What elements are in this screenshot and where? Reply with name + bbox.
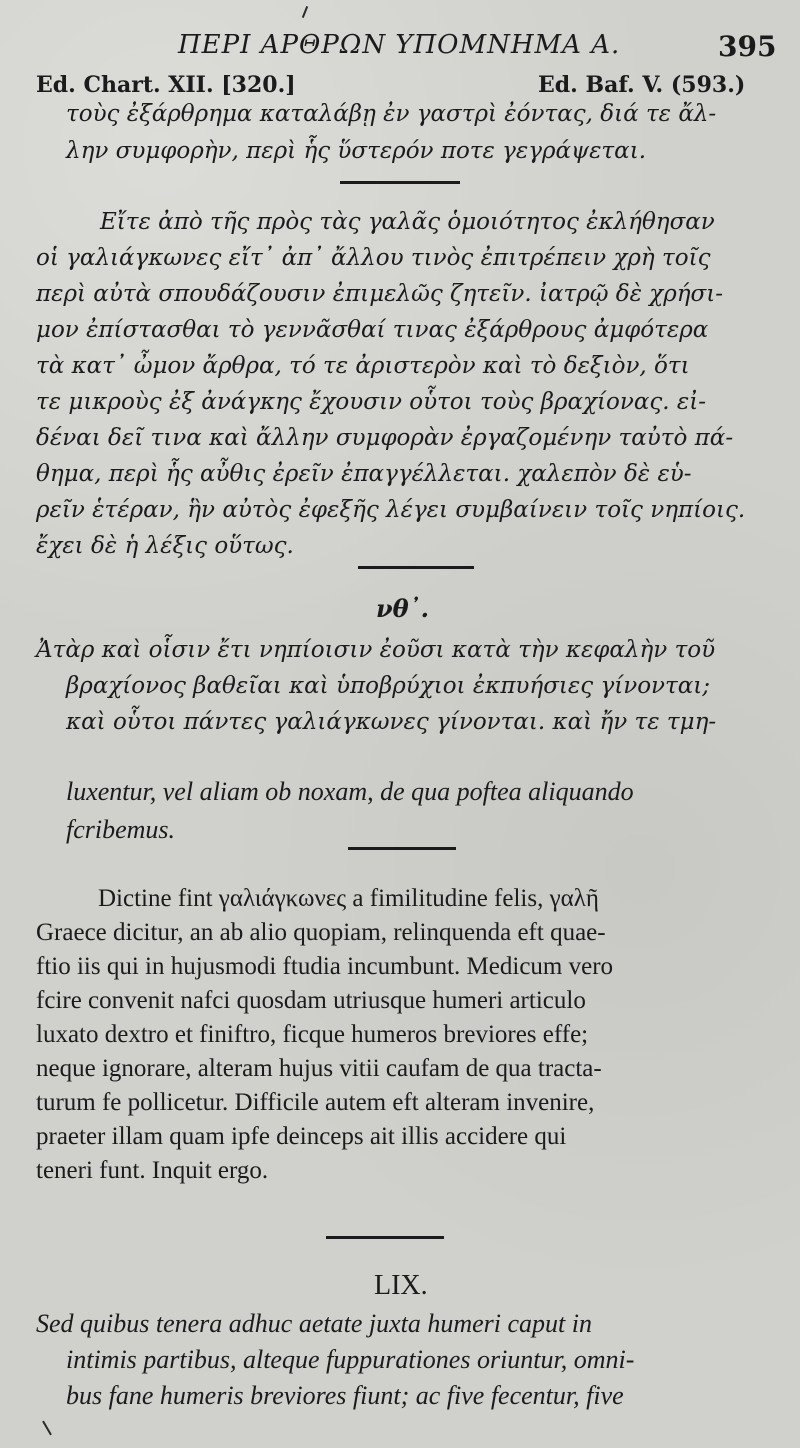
greek-text-line: τοὺς ἐξάρθρημα καταλάβῃ ἐν γαστρὶ ἐόντας, διά τε ἄλ- [66, 101, 717, 127]
latin-section-line: bus fane humeris breviores fiunt; ac five fecentur, five [66, 1381, 624, 1410]
section-divider [340, 181, 460, 184]
latin-section-line: Sed quibus tenera adhuc aetate juxta humeri caput in [36, 1309, 593, 1338]
greek-section-number: νθ᾽. [376, 594, 430, 623]
print-mark [302, 6, 308, 18]
greek-section-line: βραχίονος βαθεῖαι καὶ ὑποβρύχιοι ἐκπυήσιες γίνονται; [66, 673, 711, 699]
latin-translation-line: luxentur, vel aliam ob noxam, de qua poftea aliquando [66, 777, 634, 806]
greek-commentary-line: τε μικροὺς ἐξ ἀνάγκης ἔχουσιν οὗτοι τοὺς βραχίονας. εἰ- [36, 389, 707, 415]
greek-section-line: καὶ οὗτοι πάντες γαλιάγκωνες γίνονται. καὶ ἤν τε τμη- [66, 709, 717, 735]
latin-section-number: LIX. [374, 1270, 428, 1301]
greek-commentary-line: ρεῖν ἑτέραν, ἣν αὐτὸς ἐφεξῆς λέγει συμβαίνειν τοῖς νηπίοις. [36, 497, 746, 523]
greek-commentary-line: τὰ κατ᾽ ὦμον ἄρθρα, τό τε ἀριστερὸν καὶ τὸ δεξιὸν, ὅτι [36, 353, 690, 379]
print-mark [42, 1421, 52, 1436]
latin-commentary-line: luxato dextro et finiftro, ficque humeros breviores effe; [36, 1021, 589, 1048]
page-number: 395 [718, 30, 777, 63]
section-divider [326, 1236, 444, 1239]
latin-commentary-line: fcire convenit nafci quosdam utriusque humeri articulo [36, 987, 586, 1014]
latin-commentary-line: neque ignorare, alteram hujus vitii caufam de qua tracta- [36, 1055, 602, 1082]
latin-translation-line: fcribemus. [66, 815, 176, 844]
latin-commentary-line: turum fe pollicetur. Difficile autem eft alteram invenire, [36, 1089, 595, 1116]
section-divider [358, 566, 474, 569]
edition-reference-right: Ed. Baf. V. (593.) [538, 72, 746, 98]
greek-commentary-line: μον ἐπίστασθαι τὸ γεννᾶσθαί τινας ἐξάρθρους ἀμφότερα [36, 317, 709, 343]
latin-commentary-line: praeter illam quam ipfe deinceps ait illis accidere qui [36, 1123, 567, 1150]
latin-commentary-line: teneri funt. Inquit ergo. [36, 1157, 269, 1184]
latin-commentary-line: Dictine fint γαλιάγκωνες a fimilitudine felis, γαλῆ [98, 885, 599, 912]
greek-commentary-line: θημα, περὶ ἧς αὖθις ἐρεῖν ἐπαγγέλλεται. χαλεπὸν δὲ εὑ- [36, 461, 692, 487]
latin-commentary-line: ftio iis qui in hujusmodi ftudia incumbunt. Medicum vero [36, 953, 614, 980]
greek-commentary-line: δέναι δεῖ τινα καὶ ἄλλην συμφορὰν ἐργαζομένην ταὐτὸ πά- [36, 425, 734, 451]
greek-commentary-line: οἱ γαλιάγκωνες εἴτ᾽ ἀπ᾽ ἄλλου τινὸς ἐπιτρέπειν χρὴ τοῖς [36, 245, 711, 271]
section-divider [348, 847, 456, 850]
latin-section-line: intimis partibus, alteque fuppurationes oriuntur, omni- [66, 1345, 635, 1374]
running-title: ΠΕΡΙ ΑΡΘΡΩΝ ΥΠΟΜΝΗΜΑ Α. [178, 30, 621, 60]
greek-text-line: λην συμφορὴν, περὶ ἧς ὕστερόν ποτε γεγράψεται. [66, 138, 647, 164]
edition-reference-left: Ed. Chart. XII. [320.] [36, 72, 296, 98]
greek-section-line: Ἀτὰρ καὶ οἷσιν ἔτι νηπίοισιν ἐοῦσι κατὰ τὴν κεφαλὴν τοῦ [36, 637, 716, 663]
greek-commentary-line: περὶ αὐτὰ σπουδάζουσιν ἐπιμελῶς ζητεῖν. ἰατρῷ δὲ χρήσι- [36, 281, 724, 307]
latin-commentary-line: Graece dicitur, an ab alio quopiam, relinquenda eft quae- [36, 919, 606, 946]
greek-commentary-line: ἔχει δὲ ἡ λέξις οὕτως. [36, 533, 294, 559]
greek-commentary-line: Εἴτε ἀπὸ τῆς πρὸς τὰς γαλᾶς ὁμοιότητος ἐκλήθησαν [100, 209, 715, 235]
